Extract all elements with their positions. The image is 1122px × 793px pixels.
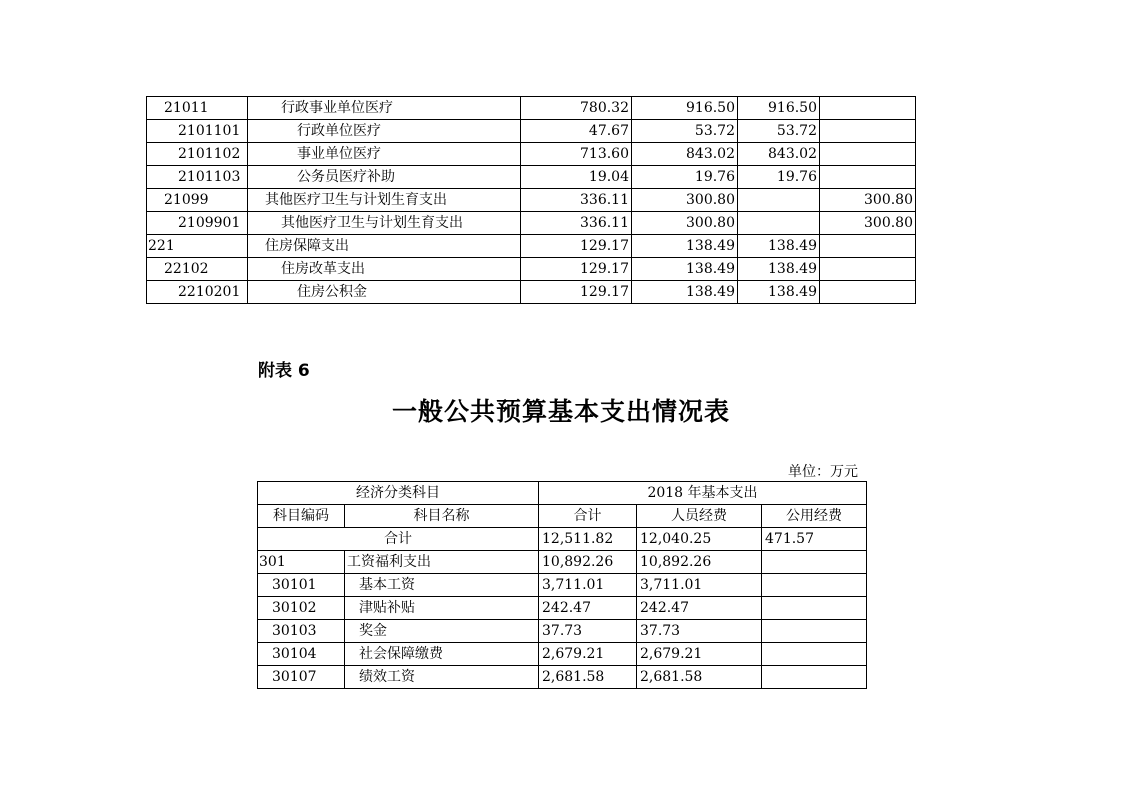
total-label: 合计 <box>258 528 539 551</box>
row-code: 30107 <box>258 666 345 689</box>
header-personnel: 人员经费 <box>637 505 762 528</box>
table-row <box>147 97 916 120</box>
row-code: 2210201 <box>147 281 248 304</box>
table-row <box>147 258 916 281</box>
table-row <box>147 120 916 143</box>
row-public <box>762 551 867 574</box>
row-value-project <box>820 120 916 143</box>
row-value-basic: 138.49 <box>738 235 820 258</box>
unit-label: 单位：万元 <box>788 464 858 480</box>
row-value-basic <box>738 212 820 235</box>
header-total: 合计 <box>539 505 637 528</box>
row-value-total: 138.49 <box>632 281 738 304</box>
table-row <box>258 597 867 620</box>
row-public <box>762 620 867 643</box>
basic-expenditure-table <box>257 481 867 689</box>
row-name: 基本工资 <box>345 574 539 597</box>
table-body <box>147 97 916 304</box>
row-name: 津贴补贴 <box>345 597 539 620</box>
row-code: 2101103 <box>147 166 248 189</box>
row-value-prior: 129.17 <box>521 258 632 281</box>
header-row <box>258 505 867 528</box>
row-value-total: 916.50 <box>632 97 738 120</box>
table-row <box>147 143 916 166</box>
row-value-basic <box>738 189 820 212</box>
page-title: 一般公共预算基本支出情况表 <box>391 397 730 426</box>
row-total: 10,892.26 <box>539 551 637 574</box>
total-public: 471.57 <box>762 528 867 551</box>
row-public <box>762 643 867 666</box>
row-public <box>762 574 867 597</box>
table-row <box>258 574 867 597</box>
row-name: 工资福利支出 <box>345 551 539 574</box>
table-body <box>258 482 867 689</box>
row-name: 奖金 <box>345 620 539 643</box>
row-code: 30104 <box>258 643 345 666</box>
row-name: 社会保障缴费 <box>345 643 539 666</box>
row-personnel: 242.47 <box>637 597 762 620</box>
row-name: 公务员医疗补助 <box>248 166 521 189</box>
row-public <box>762 597 867 620</box>
table-row <box>147 235 916 258</box>
row-code: 301 <box>258 551 345 574</box>
row-value-basic: 916.50 <box>738 97 820 120</box>
row-value-basic: 53.72 <box>738 120 820 143</box>
row-value-project: 300.80 <box>820 189 916 212</box>
row-name: 其他医疗卫生与计划生育支出 <box>248 189 521 212</box>
row-value-project <box>820 235 916 258</box>
row-value-project <box>820 143 916 166</box>
row-total: 37.73 <box>539 620 637 643</box>
row-value-project <box>820 97 916 120</box>
header-code: 科目编码 <box>258 505 345 528</box>
header-group-basic-expenditure: 2018 年基本支出 <box>539 482 867 505</box>
row-value-total: 138.49 <box>632 235 738 258</box>
table-row <box>147 166 916 189</box>
row-name: 行政单位医疗 <box>248 120 521 143</box>
table-row <box>258 666 867 689</box>
row-value-total: 138.49 <box>632 258 738 281</box>
row-value-total: 843.02 <box>632 143 738 166</box>
table-row <box>258 643 867 666</box>
row-code: 22102 <box>147 258 248 281</box>
total-value: 12,511.82 <box>539 528 637 551</box>
total-personnel: 12,040.25 <box>637 528 762 551</box>
row-total: 2,679.21 <box>539 643 637 666</box>
row-code: 2109901 <box>147 212 248 235</box>
row-value-project: 300.80 <box>820 212 916 235</box>
row-personnel: 10,892.26 <box>637 551 762 574</box>
header-group-economic-classification: 经济分类科目 <box>258 482 539 505</box>
row-name: 事业单位医疗 <box>248 143 521 166</box>
row-value-basic: 19.76 <box>738 166 820 189</box>
row-code: 2101101 <box>147 120 248 143</box>
row-value-basic: 138.49 <box>738 281 820 304</box>
appendix-label: 附表 6 <box>258 361 310 381</box>
row-value-basic: 843.02 <box>738 143 820 166</box>
row-value-total: 19.76 <box>632 166 738 189</box>
row-code: 30101 <box>258 574 345 597</box>
row-personnel: 37.73 <box>637 620 762 643</box>
row-value-total: 300.80 <box>632 212 738 235</box>
header-name: 科目名称 <box>345 505 539 528</box>
row-value-project <box>820 281 916 304</box>
row-value-project <box>820 166 916 189</box>
row-code: 21011 <box>147 97 248 120</box>
row-value-total: 300.80 <box>632 189 738 212</box>
row-name: 绩效工资 <box>345 666 539 689</box>
table-row <box>147 189 916 212</box>
row-name: 住房公积金 <box>248 281 521 304</box>
row-value-project <box>820 258 916 281</box>
table-row <box>147 281 916 304</box>
total-row <box>258 528 867 551</box>
row-value-prior: 129.17 <box>521 235 632 258</box>
row-personnel: 2,681.58 <box>637 666 762 689</box>
row-value-prior: 780.32 <box>521 97 632 120</box>
row-value-basic: 138.49 <box>738 258 820 281</box>
header-public: 公用经费 <box>762 505 867 528</box>
row-public <box>762 666 867 689</box>
row-value-prior: 47.67 <box>521 120 632 143</box>
row-code: 30102 <box>258 597 345 620</box>
row-value-prior: 19.04 <box>521 166 632 189</box>
row-value-total: 53.72 <box>632 120 738 143</box>
table-row <box>258 620 867 643</box>
row-value-prior: 336.11 <box>521 189 632 212</box>
row-value-prior: 129.17 <box>521 281 632 304</box>
row-name: 住房改革支出 <box>248 258 521 281</box>
row-personnel: 2,679.21 <box>637 643 762 666</box>
row-personnel: 3,711.01 <box>637 574 762 597</box>
row-name: 住房保障支出 <box>248 235 521 258</box>
header-group-row <box>258 482 867 505</box>
table-row <box>147 212 916 235</box>
continued-expenditure-table <box>146 96 916 304</box>
row-code: 30103 <box>258 620 345 643</box>
row-total: 2,681.58 <box>539 666 637 689</box>
row-name: 其他医疗卫生与计划生育支出 <box>248 212 521 235</box>
row-code: 2101102 <box>147 143 248 166</box>
row-value-prior: 336.11 <box>521 212 632 235</box>
row-value-prior: 713.60 <box>521 143 632 166</box>
table-row <box>258 551 867 574</box>
row-code: 21099 <box>147 189 248 212</box>
row-total: 3,711.01 <box>539 574 637 597</box>
row-code: 221 <box>147 235 248 258</box>
row-name: 行政事业单位医疗 <box>248 97 521 120</box>
row-total: 242.47 <box>539 597 637 620</box>
